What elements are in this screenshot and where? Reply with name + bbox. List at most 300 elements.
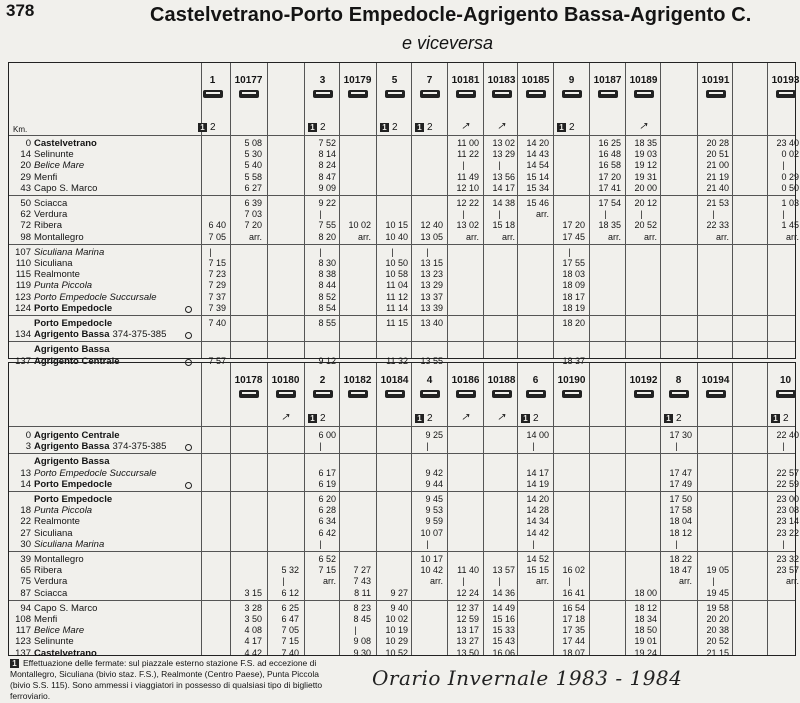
time-cell: 0 50: [781, 182, 799, 193]
bus-icon: [526, 90, 546, 98]
time-cell: 12 40: [420, 220, 443, 231]
time-cell: 14 36: [492, 587, 515, 598]
time-cell: 23 08: [776, 505, 799, 516]
time-cell: 19 31: [634, 171, 657, 182]
time-cell: arr.: [715, 231, 729, 242]
second-class-label: 2: [783, 413, 789, 424]
time-cell: 5 32: [281, 565, 299, 576]
time-cell: 17 20: [562, 220, 585, 231]
time-cell: 19 12: [634, 160, 657, 171]
time-cell: 19 03: [634, 149, 657, 160]
station-name: Belice Mare: [34, 625, 85, 637]
time-cell: 21 15: [706, 647, 729, 658]
time-cell: 14 17: [526, 467, 549, 478]
time-cell: 16 41: [562, 587, 585, 598]
time-cell: 11 32: [386, 355, 408, 366]
station-name: Realmonte: [34, 516, 80, 528]
cross-reference: 374-375-385: [112, 329, 167, 341]
time-cell: 22 57: [776, 467, 799, 478]
time-cell: 14 20: [526, 494, 549, 504]
station-name: Porto Empedocle: [34, 494, 113, 505]
time-cell: 14 54: [526, 160, 549, 171]
time-cell: 13 55: [420, 355, 443, 366]
upper-header-rule: [9, 135, 795, 136]
lower-train-number: 10192: [629, 375, 658, 386]
lower-train-column: [484, 363, 519, 426]
first-class-icon: 1: [308, 123, 317, 132]
time-cell: 12 59: [456, 614, 479, 624]
time-cell: |: [354, 625, 357, 636]
station-name: Castelvetrano: [34, 647, 97, 659]
time-cell: 12 24: [456, 587, 479, 598]
time-cell: |: [640, 209, 643, 220]
time-cell: 9 53: [425, 505, 443, 516]
time-cell: 20 51: [706, 149, 729, 160]
upper-timetable: [8, 62, 800, 367]
lower-train-number: 10178: [234, 375, 263, 386]
station-name: Ribera: [34, 565, 62, 577]
time-cell: 16 02: [562, 565, 585, 576]
time-cell: 5 30: [244, 149, 262, 160]
time-cell: 0 02: [781, 149, 799, 160]
bus-icon: [348, 90, 368, 98]
lower-train-column: [518, 363, 553, 426]
km-value: 137: [15, 355, 31, 367]
time-cell: 17 58: [669, 505, 692, 516]
time-cell: 18 34: [634, 614, 657, 624]
upper-train-number: 10187: [593, 75, 622, 86]
time-cell: 7 39: [208, 302, 226, 313]
lower-group-rule: [9, 600, 795, 601]
timetable-title: Castelvetrano-Porto Empedocle-Agrigento Bassa-Agrigento C.: [150, 4, 752, 26]
lower-train-number: 2: [319, 375, 326, 386]
time-cell: 16 25: [598, 138, 621, 148]
lower-train-number: 10180: [271, 375, 300, 386]
upper-class-mark: [557, 122, 575, 133]
time-cell: 18 03: [562, 269, 585, 280]
time-cell: 13 05: [420, 231, 443, 242]
bus-icon: [706, 390, 726, 398]
footnote-arrow-icon: ↗: [461, 412, 470, 423]
time-cell: 20 52: [706, 636, 729, 647]
time-cell: 14 20: [526, 138, 549, 148]
time-cell: 14 00: [526, 430, 549, 440]
lower-train-column: [448, 363, 483, 426]
time-cell: 10 17: [420, 554, 443, 564]
time-cell: |: [319, 538, 322, 549]
station-name: Porto Empedocle Succursale: [34, 467, 157, 479]
time-cell: 17 49: [669, 478, 692, 489]
time-cell: 23 22: [776, 527, 799, 538]
time-cell: arr.: [429, 576, 443, 587]
time-cell: 23 32: [776, 554, 799, 564]
upper-train-column: [590, 63, 625, 135]
time-cell: 8 24: [318, 160, 336, 171]
station-name: Montallegro: [34, 231, 84, 243]
lower-train-column: [305, 363, 340, 426]
station-name: Belice Mare: [34, 160, 85, 172]
time-cell: 7 15: [281, 636, 299, 647]
first-class-icon: 1: [198, 123, 207, 132]
station-name: Punta Piccola: [34, 505, 93, 517]
time-cell: 14 38: [492, 198, 515, 208]
time-cell: 18 50: [634, 625, 657, 636]
station-name: Porto Empedocle: [34, 478, 113, 490]
railcar-icon: [420, 390, 440, 398]
time-cell: 3 50: [244, 614, 262, 624]
bus-icon: [634, 90, 654, 98]
time-cell: 9 44: [425, 478, 443, 489]
time-cell: 13 39: [420, 302, 443, 313]
bus-icon: [706, 90, 726, 98]
second-class-label: 2: [320, 122, 326, 133]
time-cell: |: [498, 209, 501, 220]
km-value: 75: [20, 576, 31, 588]
time-cell: 6 47: [281, 614, 299, 624]
time-cell: 17 41: [598, 182, 621, 193]
time-cell: arr.: [785, 576, 799, 587]
station-name: Realmonte: [34, 269, 80, 281]
time-cell: 21 19: [706, 171, 729, 182]
time-cell: 6 20: [318, 494, 336, 504]
time-cell: 8 23: [353, 602, 371, 613]
lower-train-number: 8: [675, 375, 682, 386]
footnote-marker: 1: [10, 659, 19, 668]
km-value: 137: [15, 647, 31, 659]
station-name: Menfi: [34, 171, 58, 183]
time-cell: 18 35: [634, 138, 657, 148]
km-value: 39: [20, 554, 31, 565]
time-cell: 8 38: [318, 269, 336, 280]
km-value: 30: [20, 538, 31, 550]
time-cell: 13 37: [420, 291, 443, 302]
upper-train-number: 7: [426, 75, 433, 86]
time-cell: 18 00: [634, 587, 657, 598]
upper-train-number: 10179: [343, 75, 372, 86]
time-cell: 18 07: [562, 647, 585, 658]
time-cell: 15 43: [492, 636, 515, 647]
time-cell: |: [568, 576, 571, 587]
lower-train-column: [554, 363, 589, 426]
time-cell: 7 20: [244, 220, 262, 231]
time-cell: |: [712, 576, 715, 587]
second-class-label: 2: [569, 122, 575, 133]
time-cell: 11 04: [386, 280, 408, 291]
second-class-label: 2: [392, 122, 398, 133]
time-cell: |: [782, 441, 785, 452]
time-cell: 18 04: [669, 516, 692, 527]
time-cell: 23 14: [776, 516, 799, 527]
time-cell: |: [675, 538, 678, 549]
station-name: Ribera: [34, 220, 62, 232]
time-cell: 16 06: [492, 647, 515, 658]
time-cell: 14 17: [492, 182, 515, 193]
railcar-icon: [669, 390, 689, 398]
upper-train-column: [626, 63, 661, 135]
upper-train-number: 10183: [487, 75, 516, 86]
time-cell: arr.: [465, 231, 479, 242]
time-cell: 16 58: [598, 160, 621, 171]
km-value: 115: [15, 269, 31, 281]
upper-group-rule: [9, 244, 795, 245]
station-name: Porto Empedocle Succursale: [34, 291, 157, 303]
station-name: Castelvetrano: [34, 138, 97, 149]
time-cell: 17 54: [598, 198, 621, 208]
km-value: 123: [15, 636, 31, 648]
station-name: Agrigento Bassa 374-375-385: [34, 441, 167, 453]
upper-train-number: 10193: [771, 75, 800, 86]
lower-train-column: [340, 363, 375, 426]
time-cell: 6 39: [244, 198, 262, 208]
km-value: 0: [25, 430, 31, 441]
station-name: Verdura: [34, 209, 68, 221]
time-cell: 19 58: [706, 602, 729, 613]
time-cell: 7 57: [208, 355, 226, 366]
time-cell: 13 40: [420, 318, 443, 328]
lower-train-number: 10186: [451, 375, 480, 386]
lower-class-mark: [308, 413, 326, 424]
upper-train-number: 10191: [701, 75, 730, 86]
time-cell: |: [426, 538, 429, 549]
time-cell: 13 29: [492, 149, 515, 160]
upper-train-column: [412, 63, 447, 135]
time-cell: 12 37: [456, 602, 479, 613]
lower-train-number: 10194: [701, 375, 730, 386]
time-cell: 6 42: [318, 527, 336, 538]
time-cell: 10 02: [348, 220, 371, 231]
time-cell: 11 40: [457, 565, 479, 576]
km-value: 22: [20, 516, 31, 528]
lower-train-column: [626, 363, 661, 426]
lower-class-mark: [664, 413, 682, 424]
time-cell: 18 20: [562, 318, 585, 328]
time-cell: 9 08: [353, 636, 371, 647]
second-class-label: 2: [210, 122, 216, 133]
time-cell: |: [568, 246, 571, 257]
time-cell: arr.: [248, 231, 262, 242]
time-cell: 10 50: [385, 258, 408, 268]
time-cell: |: [532, 538, 535, 549]
km-value: 43: [20, 182, 31, 194]
time-cell: 5 08: [244, 138, 262, 148]
first-class-icon: 1: [415, 123, 424, 132]
time-cell: 18 47: [669, 565, 692, 576]
time-cell: 14 43: [526, 149, 549, 160]
station-name: Montallegro: [34, 554, 84, 565]
time-cell: arr.: [357, 231, 371, 242]
station-name: Agrigento Centrale: [34, 430, 120, 441]
railcar-icon: [313, 90, 333, 98]
time-cell: |: [462, 209, 465, 220]
time-cell: 17 30: [669, 430, 692, 440]
time-cell: 10 42: [420, 565, 443, 576]
time-cell: |: [782, 538, 785, 549]
lower-group-rule: [9, 453, 795, 454]
time-cell: 11 12: [386, 291, 408, 302]
time-cell: 19 05: [706, 565, 729, 576]
lower-train-column: [377, 363, 412, 426]
time-cell: 21 00: [706, 160, 729, 171]
time-cell: 5 40: [244, 160, 262, 171]
railcar-icon: [420, 90, 440, 98]
footnote-text: Effettuazione delle fermate: sul piazzale esterno stazione F.S. ad eccezione di Montallegro, Siculiana (bivio staz. F.S.), Realmonte (Centro Paese), Punta Piccola (bivio S.S. 115). Sono ammessi i viaggiatori in possesso di qualsiasi tipo di biglietto ferroviario.: [10, 658, 323, 701]
km-value: 65: [20, 565, 31, 577]
time-cell: arr.: [678, 576, 692, 587]
time-cell: arr.: [607, 231, 621, 242]
upper-train-column: [554, 63, 589, 135]
second-class-label: 2: [320, 413, 326, 424]
time-cell: 19 01: [634, 636, 657, 647]
time-cell: 9 22: [318, 198, 336, 208]
lower-train-column: [412, 363, 447, 426]
upper-train-column: [698, 63, 733, 135]
time-cell: 18 17: [562, 291, 585, 302]
footnote-arrow-icon: ↗: [497, 412, 506, 423]
time-cell: 6 34: [318, 516, 336, 527]
time-cell: 0 29: [781, 171, 799, 182]
time-cell: |: [426, 441, 429, 452]
time-cell: 8 54: [318, 302, 336, 313]
km-value: 50: [20, 198, 31, 209]
station-name: Agrigento Bassa: [34, 456, 110, 468]
time-cell: 7 03: [244, 209, 262, 220]
time-cell: 15 46: [526, 198, 549, 208]
time-cell: 6 27: [244, 182, 262, 193]
station-name: Siculiana: [34, 258, 73, 269]
km-value: 87: [20, 587, 31, 599]
second-class-label: 2: [427, 122, 433, 133]
time-cell: |: [712, 209, 715, 220]
time-cell: 6 00: [318, 430, 336, 440]
time-cell: 8 11: [354, 587, 371, 598]
time-cell: 9 27: [390, 587, 408, 598]
upper-train-number: 1: [209, 75, 216, 86]
bus-icon: [348, 390, 368, 398]
upper-group-rule: [9, 315, 795, 316]
time-cell: 10 02: [385, 614, 408, 624]
upper-train-column: [661, 63, 696, 135]
first-class-icon: 1: [771, 414, 780, 423]
upper-train-column: [733, 63, 768, 135]
time-cell: 18 12: [634, 602, 657, 613]
time-cell: 7 37: [208, 291, 226, 302]
time-cell: 22 33: [706, 220, 729, 231]
time-cell: 14 42: [526, 527, 549, 538]
time-cell: 13 29: [420, 280, 443, 291]
time-cell: |: [319, 441, 322, 452]
upper-train-number: 10177: [234, 75, 263, 86]
first-class-icon: 1: [557, 123, 566, 132]
time-cell: 8 52: [318, 291, 336, 302]
lower-train-column: [231, 363, 266, 426]
lower-train-column: [733, 363, 768, 426]
time-cell: 4 17: [244, 636, 262, 647]
time-cell: 13 27: [456, 636, 479, 647]
time-cell: 18 22: [669, 554, 692, 564]
railcar-icon: [562, 90, 582, 98]
time-cell: 15 14: [526, 171, 549, 182]
km-header: Km.: [13, 125, 28, 134]
time-cell: 20 00: [634, 182, 657, 193]
km-value: 14: [20, 149, 31, 161]
lower-train-column: [268, 363, 303, 426]
time-cell: 9 09: [318, 182, 336, 193]
bus-icon: [276, 390, 296, 398]
km-value: 123: [15, 291, 31, 303]
time-cell: 17 18: [562, 614, 585, 624]
time-cell: 17 45: [562, 231, 585, 242]
time-cell: 12 10: [456, 182, 479, 193]
lower-class-mark: [415, 413, 433, 424]
time-cell: 15 16: [492, 614, 515, 624]
station-name: Capo S. Marco: [34, 602, 98, 614]
time-cell: 20 12: [634, 198, 657, 208]
time-cell: 22 59: [776, 478, 799, 489]
lower-train-column: [590, 363, 625, 426]
time-cell: 23 00: [776, 494, 799, 504]
time-cell: 20 38: [706, 625, 729, 636]
station-name: Agrigento Bassa 374-375-385: [34, 329, 167, 341]
railcar-icon: [385, 90, 405, 98]
km-value: 134: [15, 329, 31, 341]
time-cell: 22 40: [776, 430, 799, 440]
time-cell: 7 40: [208, 318, 226, 328]
time-cell: arr.: [501, 231, 515, 242]
time-cell: 4 42: [244, 647, 262, 658]
km-value: 20: [20, 160, 31, 172]
station-name: Siculiana Marina: [34, 246, 105, 258]
time-cell: |: [282, 576, 285, 587]
lower-train-number: 10: [779, 375, 792, 386]
upper-train-column: [518, 63, 553, 135]
upper-train-number: 10185: [521, 75, 550, 86]
lower-train-number: 10184: [380, 375, 409, 386]
time-cell: 14 28: [526, 505, 549, 516]
time-cell: 13 02: [456, 220, 479, 231]
time-cell: 20 52: [634, 220, 657, 231]
km-value: 110: [15, 258, 31, 269]
first-class-icon: 1: [664, 414, 673, 423]
upper-class-mark: [198, 122, 216, 133]
lower-class-mark: [521, 413, 539, 424]
lower-train-column: [768, 363, 800, 426]
time-cell: |: [498, 160, 501, 171]
upper-train-column: [305, 63, 340, 135]
bus-icon: [562, 390, 582, 398]
time-cell: 9 42: [425, 467, 443, 478]
time-cell: 8 55: [318, 318, 336, 328]
lower-class-mark: [771, 413, 789, 424]
km-value: 117: [15, 625, 31, 637]
time-cell: 16 54: [562, 602, 585, 613]
lower-train-number: 10182: [343, 375, 372, 386]
km-value: 98: [20, 231, 31, 243]
page-number: 378: [6, 1, 35, 20]
connection-circle-icon: [185, 332, 192, 339]
time-cell: |: [532, 441, 535, 452]
cross-reference: 374-375-385: [112, 441, 167, 453]
time-cell: arr.: [322, 576, 336, 587]
time-cell: 16 48: [598, 149, 621, 160]
km-value: 119: [15, 280, 31, 292]
time-cell: 8 14: [318, 149, 336, 160]
upper-train-number: 10181: [451, 75, 480, 86]
time-cell: 17 55: [562, 258, 585, 268]
upper-train-column: [377, 63, 412, 135]
time-cell: 6 40: [208, 220, 226, 231]
time-cell: 6 19: [318, 478, 336, 489]
time-cell: 13 56: [492, 171, 515, 182]
